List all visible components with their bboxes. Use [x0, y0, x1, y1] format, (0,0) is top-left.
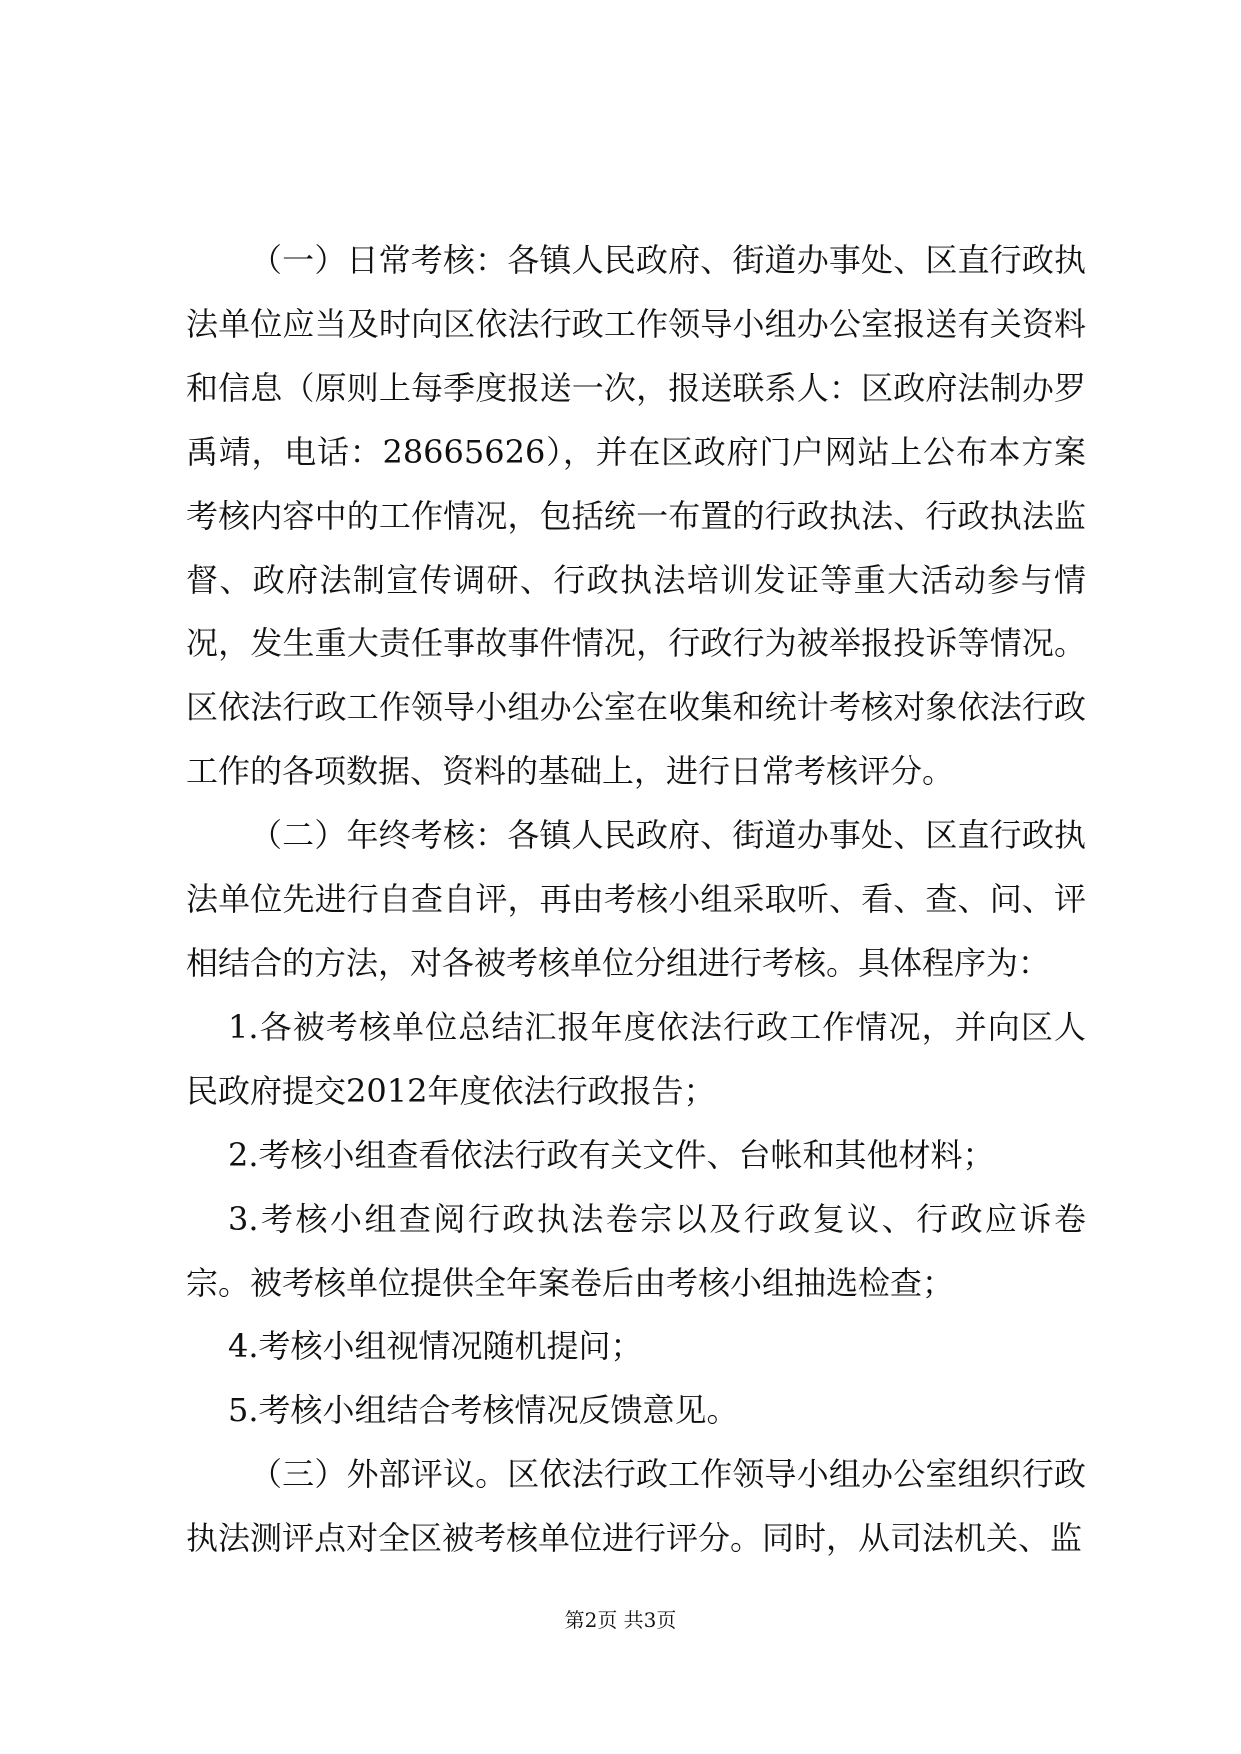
procedure-step-3: 3.考核小组查阅行政执法卷宗以及行政复议、行政应诉卷宗。被考核单位提供全年案卷后由考核小组抽选检查； — [186, 1199, 1086, 1302]
procedure-step-4: 4.考核小组视情况随机提问； — [228, 1327, 643, 1366]
paragraph-external-review: （三）外部评议。区依法行政工作领导小组办公室组织行政执法测评点对全区被考核单位进行评分。同时，从司法机关、监 — [186, 1455, 1086, 1558]
procedure-step-2: 2.考核小组查看依法行政有关文件、台帐和其他材料； — [228, 1135, 995, 1174]
document-body — [186, 229, 1086, 1571]
procedure-step-5: 5.考核小组结合考核情况反馈意见。 — [228, 1391, 739, 1430]
paragraph-year-end-assessment: （二）年终考核：各镇人民政府、街道办事处、区直行政执法单位先进行自查自评，再由考核小组采取听、看、查、问、评相结合的方法，对各被考核单位分组进行考核。具体程序为： — [186, 816, 1086, 982]
page-number-footer: 第2页 共3页 — [564, 1608, 677, 1632]
procedure-step-1: 1.各被考核单位总结汇报年度依法行政工作情况，并向区人民政府提交2012年度依法行政报告； — [186, 1007, 1086, 1110]
paragraph-daily-assessment: （一）日常考核：各镇人民政府、街道办事处、区直行政执法单位应当及时向区依法行政工作领导小组办公室报送有关资料和信息（原则上每季度报送一次，报送联系人：区政府法制办罗禹靖，电话：28665626），并在区政府门户网站上公布本方案考核内容中的工作情况，包括统一布置的行政执法、行政执法监督、政府法制宣传调研、行政执法培训发证等重大活动参与情况，发生重大责任事故事件情况，行政行为被举报投诉等情况。区依法行政工作领导小组办公室在收集和统计考核对象依法行政工作的各项数据、资料的基础上，进行日常考核评分。 — [186, 241, 1086, 791]
